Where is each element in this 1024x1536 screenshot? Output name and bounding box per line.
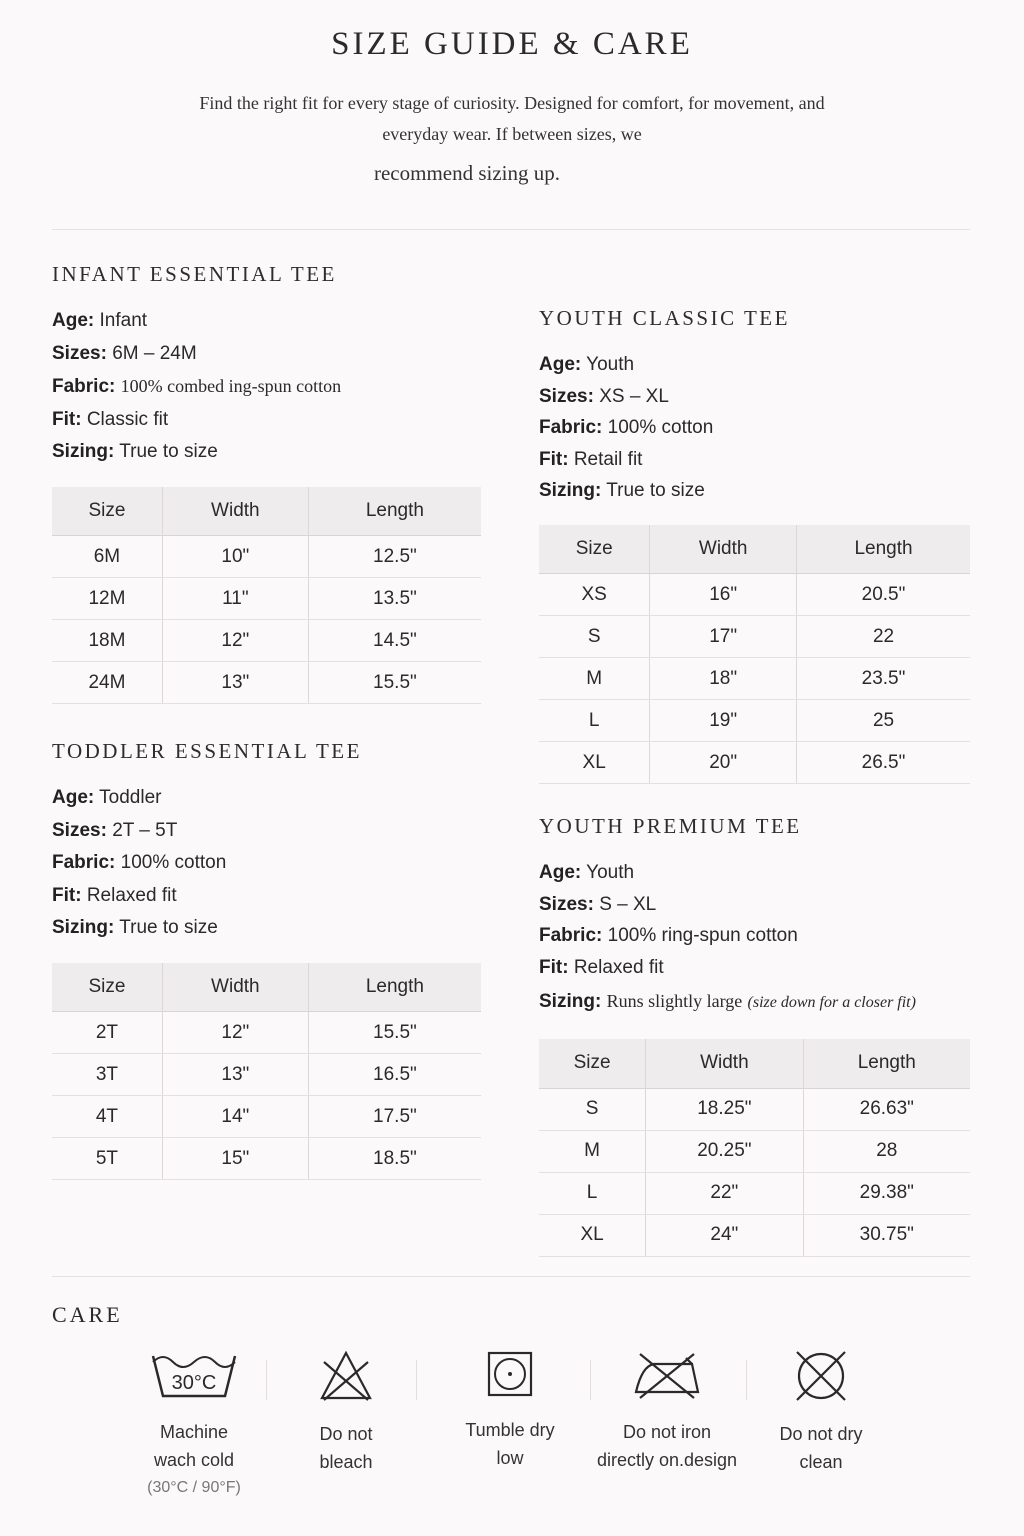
table-cell: 16" [650, 574, 797, 616]
spec-label: Age: [539, 354, 582, 375]
table-row [52, 1054, 481, 1096]
spec-label: Sizing: [539, 991, 602, 1012]
care-separator [416, 1360, 417, 1400]
spec-sizes [52, 815, 481, 848]
no-bleach-icon [319, 1350, 373, 1402]
spec-age [52, 782, 481, 815]
table-cell: 19" [650, 700, 797, 742]
table-cell: L [539, 700, 650, 742]
table-cell: 20" [650, 742, 797, 784]
spec-fabric [539, 920, 970, 952]
table-row [539, 1088, 970, 1130]
spec-value: Runs slightly large [606, 991, 743, 1011]
care-label-bleach: Do not bleach [319, 1424, 373, 1472]
care-label-tumble: Tumble dry low [465, 1420, 555, 1468]
size-table-infant [52, 487, 481, 705]
spec-label: Fit: [52, 884, 82, 906]
table-cell: L [539, 1172, 646, 1214]
wash-temp-text: 30°C [171, 1372, 217, 1394]
care-separator [266, 1360, 267, 1400]
col-width: Width [646, 1039, 803, 1088]
table-cell: 15.5" [308, 1012, 481, 1054]
table-cell: 18M [52, 620, 162, 662]
table-row [52, 536, 481, 578]
spec-fabric [52, 847, 481, 880]
table-row [52, 662, 481, 704]
table-cell: 10" [162, 536, 308, 578]
spec-label: Fit: [539, 956, 569, 978]
intro-text [180, 88, 844, 189]
col-size: Size [539, 525, 650, 574]
spec-sizing [539, 983, 970, 1021]
col-size: Size [539, 1039, 646, 1088]
spec-value: Youth [586, 354, 635, 375]
wash-cold-icon [150, 1350, 238, 1400]
spec-label: Age: [52, 787, 95, 808]
table-cell: 20.5" [797, 574, 970, 616]
table-cell: 26.63" [803, 1088, 970, 1130]
table-row [539, 616, 970, 658]
table-cell: 23.5" [797, 658, 970, 700]
spec-fit [52, 880, 481, 913]
spec-sizing [52, 436, 481, 469]
table-cell: 29.38" [803, 1172, 970, 1214]
section-toddler [52, 739, 481, 1180]
table-row [539, 700, 970, 742]
spec-label: Sizing: [52, 441, 115, 462]
spec-label: Sizing: [52, 917, 115, 938]
spec-value: 100% cotton [607, 417, 714, 438]
table-cell: 12M [52, 578, 162, 620]
spec-label: Sizes: [52, 819, 107, 841]
spec-label: Age: [52, 310, 95, 331]
table-cell: 28 [803, 1130, 970, 1172]
spec-label: Sizes: [539, 385, 594, 407]
spec-label: Age: [539, 862, 582, 883]
section-title: INFANT ESSENTIAL TEE [52, 262, 337, 286]
spec-value: Toddler [99, 787, 162, 808]
table-cell: 22 [797, 616, 970, 658]
spec-value: XS – XL [599, 385, 669, 407]
table-cell: 30.75" [803, 1214, 970, 1256]
section-title: YOUTH PREMIUM TEE [539, 814, 802, 838]
intro-main: Find the right fit for every stage of curiosity. Designed for comfort, for movement, and everyday wear. If between sizes, we [199, 93, 825, 144]
spec-value: 100% cotton [120, 852, 227, 873]
table-row [52, 620, 481, 662]
spec-age [52, 305, 481, 338]
table-cell: 4T [52, 1096, 162, 1138]
table-cell: 18" [650, 658, 797, 700]
col-width: Width [650, 525, 797, 574]
care-icons [52, 1350, 970, 1510]
spec-value: 100% ring-spun cotton [607, 925, 798, 946]
section-title: YOUTH CLASSIC TEE [539, 306, 790, 330]
table-cell: 26.5" [797, 742, 970, 784]
table-row [539, 1214, 970, 1256]
table-cell: 11" [162, 578, 308, 620]
table-cell: 17.5" [308, 1096, 481, 1138]
spec-value: S – XL [599, 893, 657, 915]
spec-value: True to size [119, 441, 218, 462]
spec-age [539, 349, 970, 381]
sizing-note: (size down for a closer fit) [747, 994, 916, 1011]
table-cell: 17" [650, 616, 797, 658]
spec-label: Fabric: [539, 925, 603, 946]
table-cell: 6M [52, 536, 162, 578]
spec-label: Sizes: [52, 342, 107, 364]
table-row [539, 1130, 970, 1172]
table-cell: 15.5" [308, 662, 481, 704]
intro-last: recommend sizing up. [373, 161, 561, 185]
spec-label: Fabric: [52, 376, 116, 397]
table-cell: 5T [52, 1138, 162, 1180]
table-cell: 14.5" [308, 620, 481, 662]
table-cell: 20.25" [646, 1130, 803, 1172]
care-item-tumble [450, 1350, 570, 1472]
table-cell: 12" [162, 620, 308, 662]
spec-label: Fabric: [539, 417, 603, 438]
section-infant [52, 262, 481, 704]
table-cell: 13" [162, 1054, 308, 1096]
spec-age [539, 857, 970, 889]
divider-top [52, 229, 970, 230]
spec-value: Infant [99, 310, 148, 331]
table-cell: 3T [52, 1054, 162, 1096]
care-item-bleach [296, 1350, 396, 1476]
section-youth-premium [539, 814, 970, 1257]
no-iron-icon [632, 1350, 702, 1400]
col-size: Size [52, 487, 162, 536]
tumble-dry-low-icon [486, 1350, 534, 1398]
spec-value: 2T – 5T [112, 819, 178, 841]
col-length: Length [803, 1039, 970, 1088]
table-row [52, 1138, 481, 1180]
table-cell: 18.5" [308, 1138, 481, 1180]
spec-label: Fit: [539, 448, 569, 470]
table-cell: 14" [162, 1096, 308, 1138]
care-title: CARE [52, 1302, 123, 1327]
table-cell: 12.5" [308, 536, 481, 578]
spec-value: Retail fit [573, 448, 643, 470]
care-label-wash: Machine wach cold [153, 1422, 235, 1470]
divider-care [52, 1276, 970, 1277]
size-table-toddler [52, 963, 481, 1181]
table-cell: M [539, 658, 650, 700]
table-row [539, 574, 970, 616]
spec-sizing [539, 475, 970, 507]
table-cell: S [539, 1088, 646, 1130]
table-cell: 24M [52, 662, 162, 704]
table-cell: XL [539, 1214, 646, 1256]
table-row [52, 578, 481, 620]
table-cell: XS [539, 574, 650, 616]
care-label-iron: Do not iron directly on.design [596, 1422, 738, 1470]
table-row [539, 1172, 970, 1214]
table-cell: 24" [646, 1214, 803, 1256]
spec-value: 100% combed ing-spun cotton [120, 376, 342, 396]
col-length: Length [308, 963, 481, 1012]
care-item-dryclean [766, 1350, 876, 1476]
no-dry-clean-icon [793, 1350, 849, 1402]
size-table-youth-classic [539, 525, 970, 785]
spec-sizes [539, 381, 970, 413]
table-cell: S [539, 616, 650, 658]
spec-fit [539, 952, 970, 984]
table-row [52, 1096, 481, 1138]
table-cell: 18.25" [646, 1088, 803, 1130]
col-width: Width [162, 963, 308, 1012]
col-size: Size [52, 963, 162, 1012]
table-cell: 22" [646, 1172, 803, 1214]
spec-sizing [52, 912, 481, 945]
spec-value: True to size [119, 917, 218, 938]
spec-label: Fabric: [52, 852, 116, 873]
spec-fabric [52, 370, 481, 404]
table-row [539, 658, 970, 700]
col-width: Width [162, 487, 308, 536]
spec-fit [52, 404, 481, 437]
table-cell: 16.5" [308, 1054, 481, 1096]
care-sub-wash: (30°C / 90°F) [147, 1479, 241, 1496]
table-cell: 15" [162, 1138, 308, 1180]
size-table-youth-premium [539, 1039, 970, 1257]
col-length: Length [308, 487, 481, 536]
section-youth-classic [539, 306, 970, 784]
spec-fabric [539, 412, 970, 444]
spec-fit [539, 444, 970, 476]
spec-value: True to size [606, 480, 705, 501]
spec-label: Sizes: [539, 893, 594, 915]
spec-label: Sizing: [539, 480, 602, 501]
care-item-iron [586, 1350, 748, 1474]
table-cell: 12" [162, 1012, 308, 1054]
table-cell: 13" [162, 662, 308, 704]
spec-label: Fit: [52, 408, 82, 430]
spec-value: Relaxed fit [573, 956, 664, 978]
care-label-dryclean: Do not dry clean [779, 1424, 863, 1472]
table-row [52, 1012, 481, 1054]
table-cell: 13.5" [308, 578, 481, 620]
spec-sizes [539, 889, 970, 921]
spec-value: Youth [586, 862, 635, 883]
table-cell: 25 [797, 700, 970, 742]
care-item-wash [116, 1350, 272, 1502]
col-length: Length [797, 525, 970, 574]
table-cell: XL [539, 742, 650, 784]
spec-sizes [52, 338, 481, 371]
spec-value: Classic fit [86, 408, 169, 430]
care-separator [746, 1360, 747, 1400]
spec-value: 6M – 24M [112, 342, 197, 364]
spec-value: Relaxed fit [86, 884, 177, 906]
page-title: SIZE GUIDE & CARE [331, 26, 693, 62]
table-cell: 2T [52, 1012, 162, 1054]
table-cell: M [539, 1130, 646, 1172]
section-title: TODDLER ESSENTIAL TEE [52, 739, 362, 763]
table-row [539, 742, 970, 784]
